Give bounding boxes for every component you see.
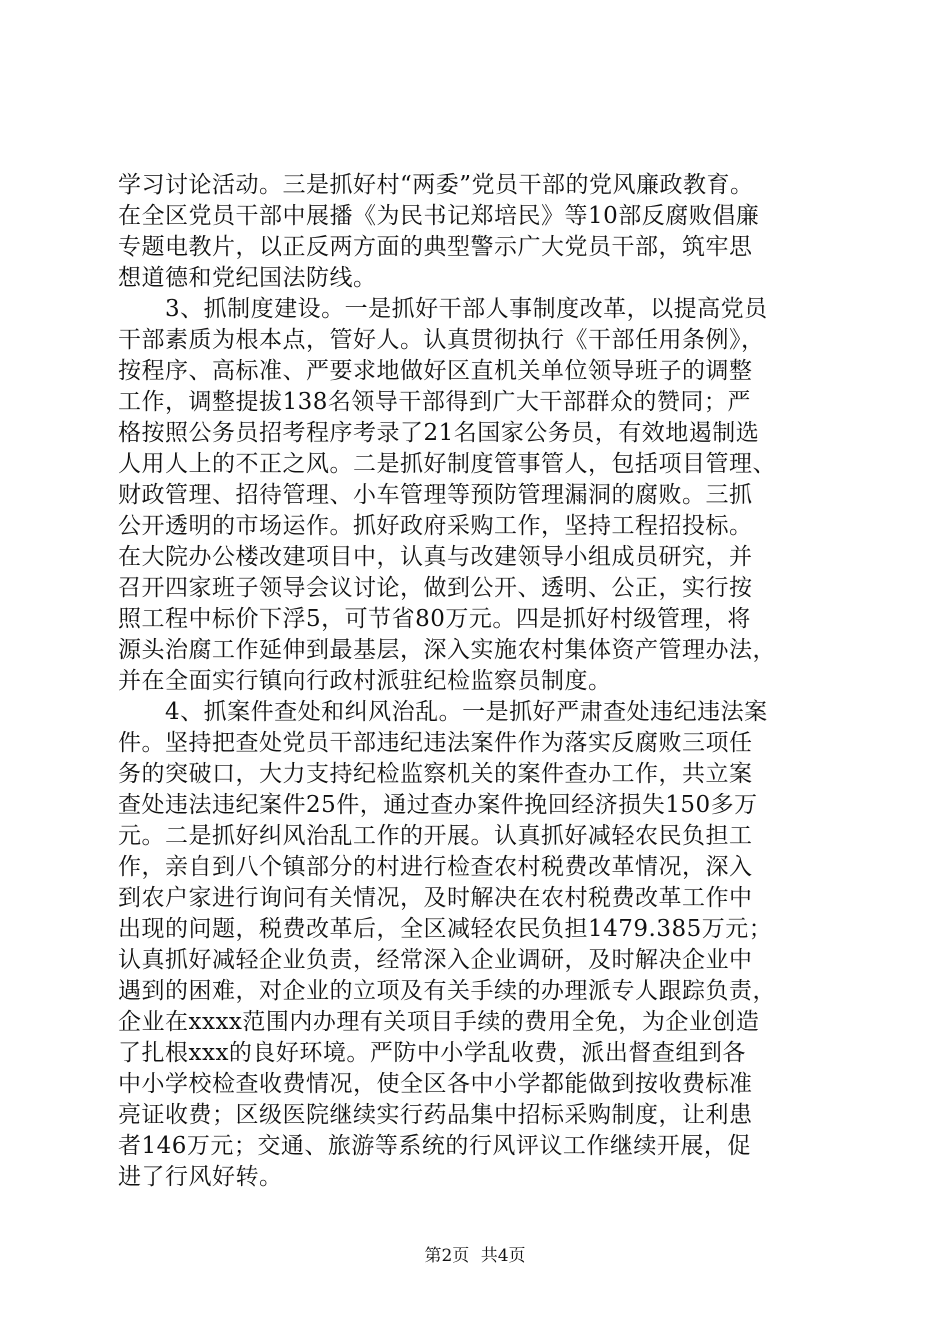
text-line: 按程序、高标准、严要求地做好区直机关单位领导班子的调整 xyxy=(118,358,753,384)
document-body xyxy=(118,170,834,1193)
text-line: 查处违法违纪案件25件，通过查办案件挽回经济损失150多万 xyxy=(118,792,758,818)
text-line: 进了行风好转。 xyxy=(118,1164,283,1190)
text-line: 到农户家进行询问有关情况，及时解决在农村税费改革工作中 xyxy=(118,885,753,911)
text-line: 专题电教片，以正反两方面的典型警示广大党员干部，筑牢思 xyxy=(118,234,753,260)
text-line: 人用人上的不正之风。二是抓好制度管事管人，包括项目管理、 xyxy=(118,451,776,477)
text-line: 亮证收费；区级医院继续实行药品集中招标采购制度，让利患 xyxy=(118,1102,753,1128)
text-line: 作，亲自到八个镇部分的村进行检查农村税费改革情况，深入 xyxy=(118,854,753,880)
text-line: 4、抓案件查处和纠风治乱。一是抓好严肃查处违纪违法案 xyxy=(165,699,768,725)
text-line: 认真抓好减轻企业负责，经常深入企业调研，及时解决企业中 xyxy=(118,947,753,973)
text-line: 财政管理、招待管理、小车管理等预防管理漏洞的腐败。三抓 xyxy=(118,482,753,508)
text-line: 并在全面实行镇向行政村派驻纪检监察员制度。 xyxy=(118,668,612,694)
text-line: 照工程中标价下浮5，可节省80万元。四是抓好村级管理，将 xyxy=(118,606,751,632)
page-number: 第2页 xyxy=(424,1246,470,1266)
text-line: 源头治腐工作延伸到最基层，深入实施农村集体资产管理办法， xyxy=(118,637,776,663)
text-line: 元。二是抓好纠风治乱工作的开展。认真抓好减轻农民负担工 xyxy=(118,823,753,849)
text-line: 3、抓制度建设。一是抓好干部人事制度改革，以提高党员 xyxy=(165,296,768,322)
text-line: 务的突破口，大力支持纪检监察机关的案件查办工作，共立案 xyxy=(118,761,753,787)
page-total: 共4页 xyxy=(480,1246,526,1266)
text-line: 格按照公务员招考程序考录了21名国家公务员，有效地遏制选 xyxy=(118,420,760,446)
text-line: 公开透明的市场运作。抓好政府采购工作，坚持工程招投标。 xyxy=(118,513,753,539)
text-line: 干部素质为根本点，管好人。认真贯彻执行《干部任用条例》， xyxy=(118,327,765,353)
text-line: 在大院办公楼改建项目中，认真与改建领导小组成员研究，并 xyxy=(118,544,753,570)
text-line: 者146万元；交通、旅游等系统的行风评议工作继续开展，促 xyxy=(118,1133,751,1159)
text-line: 召开四家班子领导会议讨论，做到公开、透明、公正，实行按 xyxy=(118,575,753,601)
text-line: 件。坚持把查处党员干部违纪违法案件作为落实反腐败三项任 xyxy=(118,730,753,756)
text-line: 工作，调整提拔138名领导干部得到广大干部群众的赞同；严 xyxy=(118,389,751,415)
text-line: 学习讨论活动。三是抓好村“两委”党员干部的党风廉政教育。 xyxy=(118,172,754,198)
text-line: 企业在xxxx范围内办理有关项目手续的费用全免，为企业创造 xyxy=(118,1009,760,1035)
text-line: 出现的问题，税费改革后，全区减轻农民负担1479.385万元； xyxy=(118,916,773,942)
text-line: 了扎根xxx的良好环境。严防中小学乱收费，派出督查组到各 xyxy=(118,1040,746,1066)
page-footer xyxy=(0,1244,950,1268)
text-line: 想道德和党纪国法防线。 xyxy=(118,265,377,291)
text-line: 中小学校检查收费情况，使全区各中小学都能做到按收费标准 xyxy=(118,1071,753,1097)
text-line: 遇到的困难，对企业的立项及有关手续的办理派专人跟踪负责， xyxy=(118,978,776,1004)
text-line: 在全区党员干部中展播《为民书记郑培民》等10部反腐败倡廉 xyxy=(118,203,760,229)
